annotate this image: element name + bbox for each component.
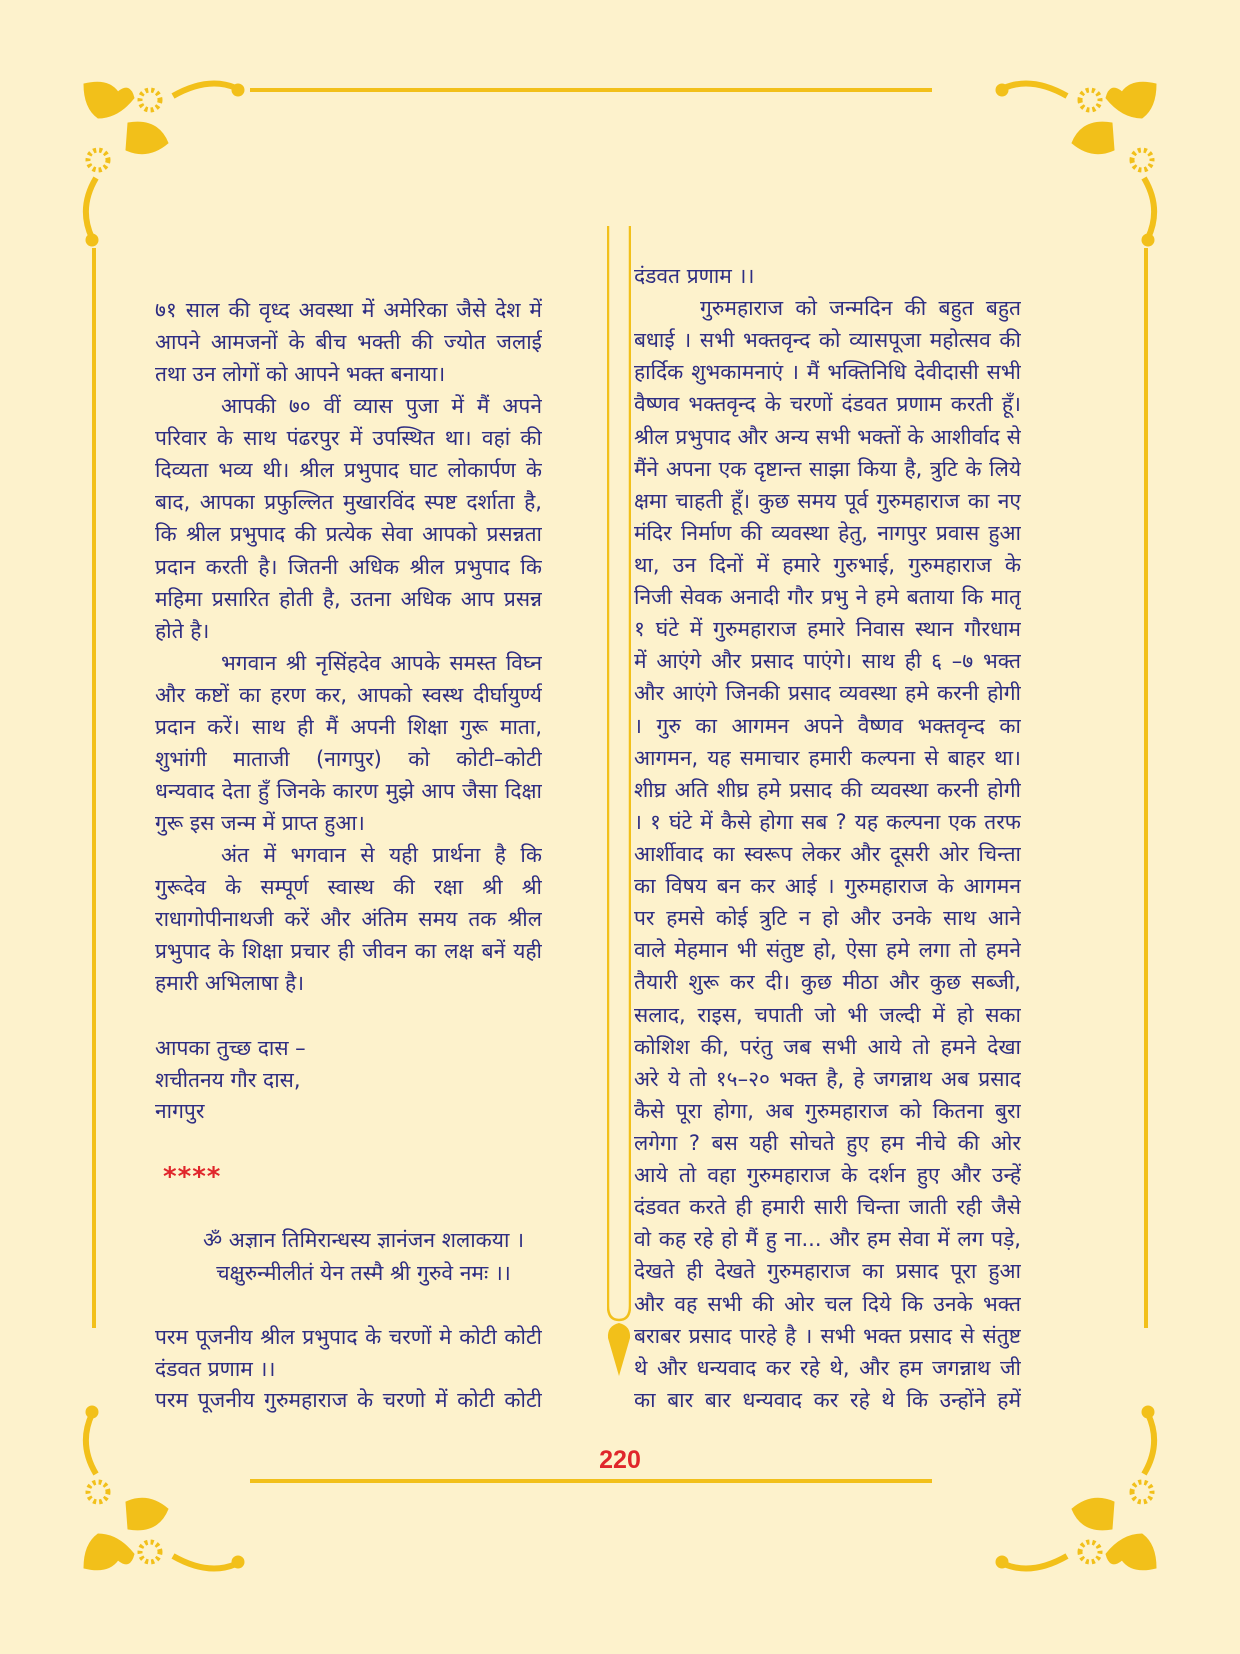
ornament-corner-bottom-left-icon — [78, 1404, 248, 1574]
ornament-corner-bottom-right-icon — [992, 1404, 1162, 1574]
frame-left-border — [92, 248, 96, 1328]
paragraph-line: का विषय बन कर आई । गुरुमहाराज के आगमन — [634, 874, 1021, 899]
paragraph-line: गुरुमहाराज को जन्मदिन की बहुत बहुत — [700, 296, 1021, 321]
paragraph-line: पर हमसे कोई त्रुटि न हो और उनके साथ आने — [634, 906, 1021, 931]
page-number: 220 — [599, 1446, 641, 1474]
paragraph-line: । गुरु का आगमन अपने वैष्णव भक्तवृन्द का — [634, 713, 1021, 738]
paragraph-line: हार्दिक शुभकामनाएं । मैं भक्तिनिधि देवीदासी सभी — [634, 360, 1021, 385]
section-separator-stars: **** — [163, 1162, 222, 1192]
paragraph-line: कि श्रील प्रभुपाद की प्रत्येक सेवा आपको प्रसन्नता — [155, 522, 542, 547]
paragraph-line: था, उन दिनों में हमारे गुरुभाई, गुरुमहाराज के — [634, 552, 1021, 577]
ornament-corner-top-right-icon — [992, 78, 1162, 248]
paragraph-line: तैयारी शुरू कर दी। कुछ मीठा और कुछ सब्जी, — [634, 970, 1021, 995]
paragraph-line: अरे ये तो १५–२० भक्त है, हे जगन्नाथ अब प्रसाद — [634, 1066, 1021, 1091]
paragraph-line: निजी सेवक अनादी गौर प्रभु ने हमे बताया कि मातृ — [634, 585, 1021, 610]
frame-top-border — [250, 88, 932, 92]
paragraph-line: अंत में भगवान से यही प्रार्थना है कि — [221, 843, 542, 868]
paragraph-line: मंदिर निर्माण की व्यवस्था हेतु, नागपुर प्रवास हुआ — [634, 520, 1021, 545]
paragraph-line: बधाई । सभी भक्तवृन्द को व्यासपूजा महोत्सव की — [634, 328, 1021, 353]
paragraph-line: भगवान श्री नृसिंहदेव आपके समस्त विघ्न — [221, 650, 542, 675]
paragraph-line: मैंने अपना एक दृष्टान्त साझा किया है, त्रुटि के लिये — [634, 456, 1021, 481]
paragraph-line: प्रदान करती है। जितनी अधिक श्रील प्रभुपाद कि — [155, 554, 542, 579]
paragraph-line: परिवार के साथ पंढरपुर में उपस्थित था। वहां की — [155, 426, 542, 451]
frame-right-border — [1144, 248, 1148, 1328]
frame-bottom-border — [250, 1479, 932, 1483]
paragraph-line: वैष्णव भक्तवृन्द के चरणों दंडवत प्रणाम करती हूँ। — [634, 392, 1021, 417]
paragraph-line: और वह सभी की ओर चल दिये कि उनके भक्त — [634, 1291, 1021, 1316]
paragraph-line: शीघ्र अति शीघ्र हमे प्रसाद की व्यवस्था करनी होगी — [634, 777, 1021, 802]
shloka-line: चक्षुरुन्मीलीतं येन तस्मै श्री गुरुवे नमः ।। — [216, 1261, 511, 1285]
paragraph-line: बाद, आपका प्रफुल्लित मुखारविंद स्पष्ट दर्शाता है, — [155, 490, 542, 515]
paragraph-line: गुरू इस जन्म में प्राप्त हुआ। — [155, 811, 365, 836]
paragraph-line: बराबर प्रसाद पारहे है । सभी भक्त प्रसाद से संतुष्ट — [634, 1323, 1021, 1348]
signature-line: शचीतनय गौर दास, — [155, 1068, 301, 1092]
paragraph-line: कोशिश की, परंतु जब सभी आये तो हमने देखा — [634, 1034, 1021, 1059]
paragraph-line: आपकी ७० वीं व्यास पुजा में मैं अपने — [221, 394, 542, 419]
signature-line: आपका तुच्छ दास – — [155, 1036, 306, 1060]
column-divider-pendant-icon — [607, 226, 631, 1396]
shloka-line: ॐ अज्ञान तिमिरान्धस्य ज्ञानंजन शलाकया । — [202, 1228, 525, 1252]
paragraph-line: वाले मेहमान भी संतुष्ट हो, ऐसा हमे लगा तो हमने — [634, 938, 1021, 963]
closing-line: परम पूजनीय गुरुमहाराज के चरणो में कोटी कोटी — [155, 1388, 542, 1412]
paragraph-line: थे और धन्यवाद कर रहे थे, और हम जगन्नाथ जी — [634, 1355, 1021, 1380]
paragraph-line: लगेगा ? बस यही सोचते हुए हम नीचे की ओर — [634, 1130, 1021, 1155]
signature-line: नागपुर — [155, 1099, 205, 1123]
paragraph-line: और कष्टों का हरण कर, आपको स्वस्थ दीर्घायुर्ण्य — [155, 682, 542, 707]
closing-line: दंडवत प्रणाम ।। — [155, 1357, 276, 1381]
paragraph-line: तथा उन लोगों को आपने भक्त बनाया। — [155, 362, 446, 387]
paragraph-line: आये तो वहा गुरुमहाराज के दर्शन हुए और उन्हें — [634, 1163, 1021, 1188]
paragraph-line: शुभांगी माताजी (नागपुर) को कोटी–कोटी — [155, 746, 542, 771]
paragraph-line: धन्यवाद देता हुँ जिनके कारण मुझे आप जैसा दिक्षा — [155, 779, 542, 804]
paragraph-line: प्रदान करें। साथ ही मैं अपनी शिक्षा गुरू माता, — [155, 714, 542, 739]
paragraph-line: हमारी अभिलाषा है। — [155, 971, 305, 996]
paragraph-line: १ घंटे में गुरुमहाराज हमारे निवास स्थान गौरधाम — [634, 617, 1021, 642]
paragraph-line: का बार बार धन्यवाद कर रहे थे कि उन्होंने हमें — [634, 1387, 1021, 1412]
paragraph-line: वो कह रहे हो मैं हु ना... और हम सेवा में लग पड़े, — [634, 1227, 1021, 1252]
paragraph-line: आपने आमजनों के बीच भक्ती की ज्योत जलाई — [155, 330, 542, 355]
paragraph-line: महिमा प्रसारित होती है, उतना अधिक आप प्रसन्न — [155, 586, 542, 611]
paragraph-line: कैसे पूरा होगा, अब गुरुमहाराज को कितना बुरा — [634, 1098, 1021, 1123]
paragraph-line: होते है। — [155, 618, 210, 643]
paragraph-line: आर्शीवाद का स्वरूप लेकर और दूसरी ओर चिन्ता — [634, 841, 1021, 866]
paragraph-line: में आएंगे और प्रसाद पाएंगे। साथ ही ६ –७ भक्त — [634, 649, 1021, 674]
paragraph-line: । १ घंटे में कैसे होगा सब ? यह कल्पना एक तरफ — [634, 809, 1021, 834]
paragraph-line: श्रील प्रभुपाद और अन्य सभी भक्तों के आशीर्वाद से — [634, 424, 1021, 449]
paragraph-line: और आएंगे जिनकी प्रसाद व्यवस्था हमे करनी होगी — [634, 681, 1021, 706]
paragraph-line: ७१ साल की वृध्द अवस्था में अमेरिका जैसे देश में — [155, 298, 542, 322]
paragraph-line: गुरूदेव के सम्पूर्ण स्वास्थ की रक्षा श्री श्री — [155, 875, 542, 900]
paragraph-line: प्रभुपाद के शिक्षा प्रचार ही जीवन का लक्ष बनें यही — [155, 939, 542, 964]
paragraph-line: दंडवत प्रणाम ।। — [634, 264, 755, 288]
paragraph-line: देखते ही देखते गुरुमहाराज का प्रसाद पूरा हुआ — [634, 1259, 1021, 1284]
paragraph-line: आगमन, यह समाचार हमारी कल्पना से बाहर था। — [634, 745, 1021, 770]
paragraph-line: राधागोपीनाथजी करें और अंतिम समय तक श्रील — [155, 907, 542, 932]
paragraph-line: दंडवत करते ही हमारी सारी चिन्ता जाती रही जैसे — [634, 1195, 1021, 1220]
paragraph-line: दिव्यता भव्य थी। श्रील प्रभुपाद घाट लोकार्पण के — [155, 458, 542, 483]
closing-line: परम पूजनीय श्रील प्रभुपाद के चरणों मे कोटी कोटी — [155, 1325, 542, 1349]
paragraph-line: क्षमा चाहती हूँ। कुछ समय पूर्व गुरुमहाराज का नए — [634, 488, 1021, 513]
ornament-corner-top-left-icon — [78, 78, 248, 248]
paragraph-line: सलाद, राइस, चपाती जो भी जल्दी में हो सका — [634, 1002, 1021, 1027]
